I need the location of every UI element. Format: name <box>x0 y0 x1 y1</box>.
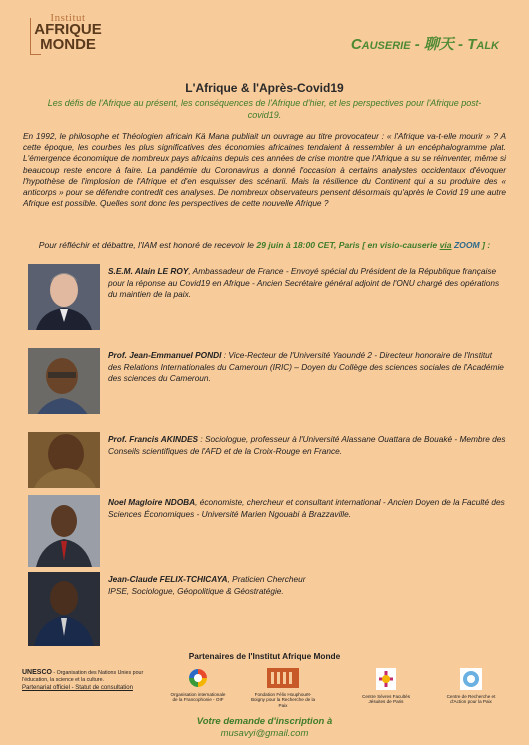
speaker-photo-leroy <box>28 264 100 330</box>
sevres-label: Centre Sèvres Facultés Jésuites de Paris <box>362 693 410 705</box>
partners-title: Partenaires de l'Institut Afrique Monde <box>188 651 341 661</box>
speaker-photo-ndoba <box>28 495 100 567</box>
speaker-photo-akindes <box>28 432 100 488</box>
speaker-leroy <box>108 266 506 301</box>
page-subtitle: Les défis de l'Afrique au présent, les conséquences de l'Afrique d'hier, et les perspectives pour l'Afrique post-covid19. <box>47 98 482 120</box>
unesco-links[interactable]: Partenariat officiel - Statut de consultation <box>22 685 133 692</box>
centre-logo-icon <box>460 668 482 690</box>
partner-oif <box>168 668 228 703</box>
portrait-icon <box>28 348 100 414</box>
speaker-bio: , Ambassadeur de France - Envoyé spécial du Président de la République française pour la réponse au Covid19 en Afrique - Ancien Secrétaire général adjoint de l'ONU chargé des opérations du maintien de la paix. <box>108 266 500 299</box>
speaker-akindes <box>108 434 506 457</box>
speaker-name: Noel Magloire NDOBA <box>108 497 196 507</box>
partner-fondation <box>248 668 318 708</box>
oif-label: Organisation internationale de la Francophonie - OIF <box>170 691 226 703</box>
speaker-photo-tchicaya <box>28 572 100 646</box>
registration-prompt: Votre demande d'inscription à <box>196 716 333 727</box>
speaker-tchicaya <box>108 574 308 597</box>
portrait-icon <box>28 495 100 567</box>
registration-email[interactable]: musavyi@gmail.com <box>220 728 309 739</box>
event-mode: en visio-causerie <box>367 240 438 250</box>
portrait-icon <box>28 572 100 646</box>
logo-line3: MONDE <box>40 36 96 53</box>
speaker-bio: : Sociologue, professeur à l'Université Alassane Ouattara de Bouaké - Membre des Conseils scientifiques de l'AFD et de la Croix-Rouge en France. <box>108 434 506 456</box>
speaker-name: Prof. Francis AKINDES <box>108 434 199 444</box>
intro-paragraph: En 1992, le philosophe et Théologien africain Kä Mana publiait un ouvrage au titre provocateur : « l'Afrique va-t-elle mourir » ? A cette époque, les courbes les plus significatives des économies africaines tendaient à ressembler à un encéphalogramme plat. L'émergence économique de nombreux pays africains depuis ces années de crise montre que l'Afrique a su se réinventer, même si beaucoup reste encore à faire. La pandémie du Coronavirus a donné l'occasion à certains analystes occidentaux d'évoquer l'hypothèse de l'implosion de l'Afrique et d'en esquisser des scénarii. Mais la résilience du Continent qui a su produire des « anticorps » pour se défendre contredit ces analyses. De nombreux observateurs pensent désormais qu'après le Covid 19 une autre Afrique est possible. Quelles sont donc les perspectives de cette nouvelle Afrique ? <box>23 131 506 209</box>
partner-unesco <box>22 670 162 692</box>
portrait-icon <box>28 264 100 330</box>
speaker-name: Prof. Jean-Emmanuel PONDI <box>108 350 222 360</box>
speaker-bio: , Praticien Chercheur IPSE, Sociologue, Géopolitique & Géostratégie. <box>108 574 306 596</box>
speaker-ndoba <box>108 497 506 520</box>
logo-line1: Institut <box>50 12 86 24</box>
speaker-pondi <box>108 350 506 385</box>
zoom-label: ZOOM <box>453 240 480 250</box>
unesco-name: UNESCO <box>22 669 52 676</box>
portrait-icon <box>28 432 100 488</box>
fondation-label: Fondation Félix Houphouët-Boigny pour la Recherche de la Paix <box>250 691 316 708</box>
speaker-bio: : Vice-Recteur de l'Université Yaoundé 2 - Directeur honoraire de l'Institut des Relations Internationales du Cameroun (IRIC) – Doyen du Collège des sciences sociales de l'Académie des sciences du Cameroun. <box>108 350 504 383</box>
logo-line2: AFRIQUE <box>34 21 102 38</box>
invite-prefix: Pour réfléchir et débattre, l'IAM est honoré de recevoir le <box>38 240 257 250</box>
invite-middle: [ <box>359 240 368 250</box>
speaker-photo-pondi <box>28 348 100 414</box>
causerie-heading: Causerie - 聊天 - Talk <box>350 36 499 53</box>
partner-sevres <box>358 668 414 705</box>
invitation-line <box>23 240 506 250</box>
institut-afrique-monde-logo <box>28 12 108 60</box>
invite-suffix: ] : <box>479 240 491 250</box>
oif-logo-icon <box>188 668 208 688</box>
speaker-name: Jean-Claude FELIX-TCHICAYA <box>108 574 228 584</box>
centre-label: Centre de Recherche et d'Action pour la Paix <box>446 693 496 705</box>
partner-centre-recherche <box>440 668 502 705</box>
speaker-bio: , économiste, chercheur et consultant international - Ancien Doyen de la Faculté des Sciences Économiques - Université Marien Ngouabi à Brazzaville. <box>108 497 505 519</box>
fondation-logo-icon <box>267 668 299 688</box>
page-title: L'Afrique & l'Après-Covid19 <box>185 81 344 95</box>
speaker-name: S.E.M. Alain LE ROY <box>108 266 189 276</box>
invite-via: via <box>439 240 452 250</box>
event-date: 29 juin à 18:00 CET, Paris <box>256 240 360 250</box>
sevres-logo-icon <box>376 668 396 690</box>
unesco-desc: - Organisation des Nations Unies pour l'éducation, la science et la culture. <box>22 670 144 683</box>
